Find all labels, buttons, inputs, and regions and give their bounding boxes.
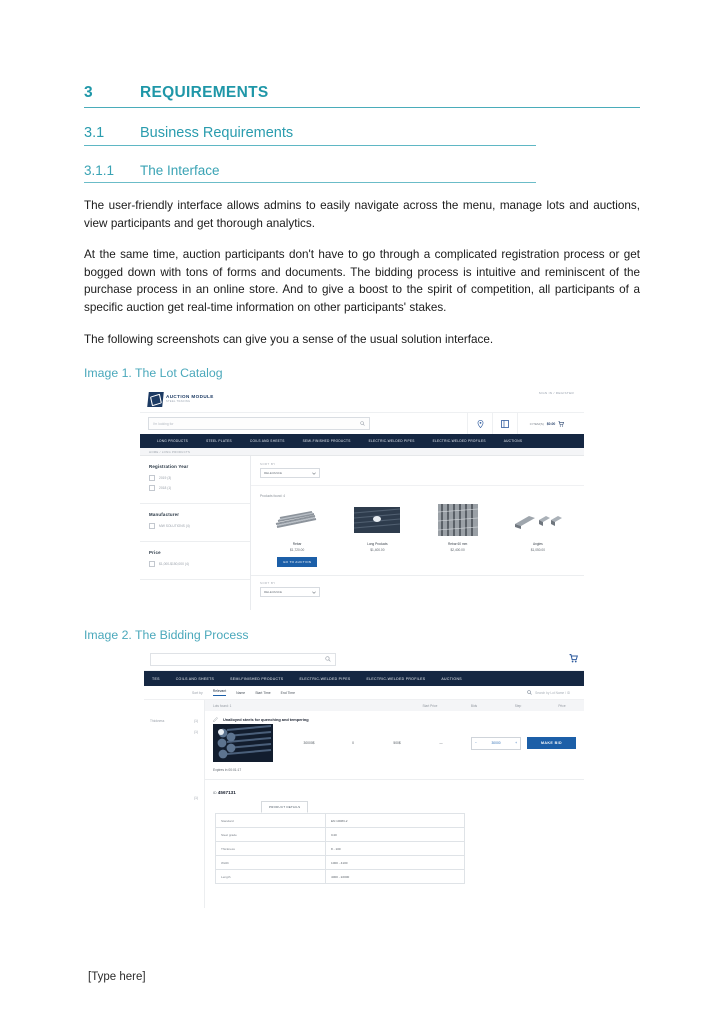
filter-option[interactable] [149,485,241,491]
app2-body [144,700,584,908]
filter-title: Manufacturer [149,512,180,518]
product-thumbnail-rebar-60mm [432,504,484,536]
lots-found-count: Lots found: 1 [213,703,232,708]
heading-3-number: 3.1.1 [84,163,115,178]
filter-option-label: 2019 (3) [159,476,172,481]
detail-key: Width [216,856,326,869]
app1-cart[interactable] [517,413,576,434]
search-icon [527,690,532,695]
heading-2-title: Business Requirements [140,125,294,141]
filter-option[interactable] [150,730,198,734]
paragraph-1: The user-friendly interface allows admins to easily navigate across the menu, manage lots and auctions, view participants and get thorough analytics. [84,199,640,230]
app1-brand-name: AUCTION MODULE [166,394,214,400]
detail-value: 8 - 100 [331,846,341,851]
app2-nav-item[interactable]: SEMI-FINISHED PRODUCTS [230,676,284,681]
lot-search[interactable] [527,690,570,695]
footer-type-here[interactable]: [Type here] [88,971,146,983]
product-card[interactable] [337,502,417,569]
app1-nav-item[interactable]: COILS AND SHEETS [249,439,285,444]
heading-the-interface [84,163,536,183]
image-1-caption: Image 1. The Lot Catalog [84,366,223,381]
app1-brand-tagline: STEEL TRADING [166,399,191,403]
location-pin-icon[interactable] [467,413,492,434]
app2-sort-bar [144,686,584,700]
checkbox-icon[interactable] [149,561,155,567]
product-grid [251,498,584,569]
lot-search-placeholder: Search by Lot Name / ID [535,690,570,695]
sort-tab-relevant[interactable]: Relevant [213,689,226,696]
lot-bids: 0 [352,741,354,746]
chevron-down-icon [312,472,316,475]
lot-row [205,724,584,762]
app2-lot-list [204,700,584,908]
column-header-step: Step [514,703,522,708]
stepper-increment-icon[interactable]: + [515,741,518,746]
app1-navigation [140,434,584,448]
detail-key: Length [216,870,326,883]
detail-key: Thickness [216,842,326,855]
app1-topbar [140,386,584,412]
filter-option-label: $1,000-$150,000 (4) [159,562,189,567]
app2-search-input[interactable] [150,653,336,666]
filter-option[interactable] [149,561,241,567]
make-bid-button[interactable]: MAKE BID [527,737,576,749]
sort-select[interactable] [260,468,320,478]
product-details-table [215,813,465,884]
app1-search-input[interactable] [148,417,370,430]
product-card[interactable] [498,502,578,569]
product-name: Angles [533,542,543,547]
sort-label: SORT BY [260,462,276,467]
filter-option-count: (1) [194,730,198,735]
table-row [216,856,464,870]
lot-id-row [205,779,584,795]
heading-3-title: The Interface [140,163,220,178]
product-thumbnail-rebar [271,504,323,536]
products-found-count: Products found: 4 [251,485,584,498]
app2-nav-item[interactable]: COILS AND SHEETS [175,676,215,681]
heading-1-title: REQUIREMENTS [140,84,269,101]
filter-option-label: 2018 (1) [159,486,172,491]
filter-group-manufacturer [140,504,250,542]
lot-title-row [205,711,584,724]
paragraph-2: At the same time, auction participants don't have to go through a complicated registration process or get bogged down with tons of forms and documents. The bidding process is intuitive and reminiscent of the purchase process in an online store. And to give a boost to the spirit of competition, all participants of a specific auction get real-time information on other participants' stakes. [84,248,640,314]
lot-expires-label: Expires in 00:01:17 [213,768,242,773]
filter-group-registration-year [140,456,250,504]
app1-catalog-main [251,456,584,610]
product-card[interactable] [418,502,498,569]
app2-navigation [144,671,584,686]
detail-value: 1000 - 4100 [331,860,348,865]
bid-amount-value[interactable]: 30000 [491,741,501,746]
table-row [216,814,464,828]
filter-option[interactable] [150,796,198,800]
edit-pencil-icon[interactable] [213,717,218,722]
sort-selected-value-bottom: RELEVANCE [264,590,282,595]
product-price: $1,400.00 [370,548,385,553]
app1-nav-item[interactable]: LONG PRODUCTS [157,439,189,444]
chevron-down-icon [312,591,316,594]
filter-option-count: (1) [194,796,198,801]
paragraph-3: The following screenshots can give you a sense of the usual solution interface. [84,332,494,346]
filter-option[interactable] [149,523,241,529]
app2-nav-item[interactable]: AUCTIONS [441,676,462,681]
app2-filter-sidebar [144,700,204,908]
app1-search-row [140,412,584,434]
shopping-cart-icon[interactable] [569,654,578,663]
details-tabs [205,795,584,813]
heading-business-requirements [84,125,536,146]
filter-option-label: Thickness [150,719,165,724]
product-price: $1,720.00 [290,548,305,553]
app1-breadcrumb: HOME / LONG PRODUCTS [140,448,584,456]
app1-nav-item[interactable]: ELECTRIC-WELDED PIPES [368,439,415,444]
search-icon [325,656,331,662]
app1-nav-item[interactable]: ELECTRIC-WELDED PROFILES [432,439,486,444]
sort-select-bottom[interactable] [260,587,320,597]
detail-value: C40 [331,832,337,837]
product-name: Rebar [292,542,302,547]
product-thumbnail-angles [512,504,564,536]
app1-sort-bar-top [251,456,584,478]
image-2-caption: Image 2. The Bidding Process [84,628,249,643]
heading-requirements [84,84,640,108]
table-row [216,870,464,884]
sort-tab-end-time[interactable]: End Time [280,690,295,695]
filter-title: Price [149,550,161,556]
lot-price: — [439,741,443,746]
table-row [216,828,464,842]
app1-cart-items: 0 ITEM(S) [529,421,544,426]
app1-header-icons [467,413,576,434]
stepper-decrement-icon[interactable]: − [475,741,477,746]
checkbox-icon[interactable] [149,523,155,529]
checkbox-icon[interactable] [149,475,155,481]
product-card[interactable] [257,502,337,569]
heading-2-number: 3.1 [84,125,105,141]
app1-nav-item[interactable]: SEMI-FINISHED PRODUCTS [302,439,351,444]
product-price: $1,050.00 [530,548,545,553]
table-row [216,842,464,856]
app1-body [140,456,584,610]
tab-product-details[interactable]: PRODUCT DETAILS [261,801,308,813]
app1-signin-link[interactable]: SIGN IN / REGISTER [538,391,574,396]
lot-id-label: ID [213,791,217,796]
document-content [84,84,640,908]
go-to-auction-button[interactable]: GO TO AUCTION [277,557,317,567]
product-thumbnail-long-products [351,504,403,536]
sort-label-bottom: SORT BY [260,581,276,586]
detail-key: Standard [216,814,326,827]
auction-module-logo-icon [147,392,164,407]
filter-title: Registration Year [149,464,189,470]
heading-1-number: 3 [84,84,93,101]
app2-nav-item[interactable]: ELECTRIC-WELDED PROFILES [366,676,426,681]
filter-option[interactable] [149,475,241,481]
lot-step: 500$ [393,741,401,746]
app1-cart-total: $0.00 [546,421,556,426]
sort-selected-value: RELEVANCE [264,471,282,476]
shopping-cart-icon [558,421,564,427]
lot-id-value: 4567131 [217,790,236,796]
app1-sort-bar-bottom [251,575,584,602]
lot-title: Unalloyed steels for quenching and tempering [223,717,309,723]
lot-values [287,741,463,745]
filter-group-price [140,542,250,580]
app2-nav-item[interactable]: TES [152,676,160,681]
detail-value: 4000 - 22000 [331,874,350,879]
checkbox-icon[interactable] [149,485,155,491]
sort-tab-name[interactable]: Name [236,690,246,695]
column-header-bids: Bids [470,703,478,708]
search-icon [360,421,365,426]
screenshot-bidding-process [144,648,584,908]
filter-option-label: MW SOLUTIONS (4) [159,524,190,529]
column-header-start-price: Start Price [422,703,438,708]
product-name: Long Products [367,542,388,547]
product-price: $2,400.00 [450,548,465,553]
column-header-price: Price [558,703,566,708]
screenshot-lot-catalog [140,386,584,610]
app1-nav-item[interactable]: AUCTIONS [503,439,523,444]
bid-amount-stepper[interactable] [471,737,521,750]
app1-filter-sidebar [140,456,251,610]
filter-option[interactable] [150,719,198,723]
app2-search-row [144,648,584,671]
lot-thumbnail [213,724,273,762]
lot-start-price: 30000$ [303,741,315,746]
catalog-panel-icon[interactable] [492,413,517,434]
detail-value: EN 10083-2 [331,818,348,823]
sort-tab-start-time[interactable]: Start Time [255,690,271,695]
filter-option-count: (1) [194,719,198,724]
app1-nav-item[interactable]: STEEL PLATES [206,439,232,444]
lot-list-header [205,700,584,711]
app1-search-placeholder: I'm looking for [153,421,174,426]
app2-nav-item[interactable]: ELECTRIC-WELDED PIPES [299,676,351,681]
app1-logo[interactable] [148,392,214,407]
product-name: Rebar 60 mm [447,542,468,547]
sort-label: Sort by [192,690,203,695]
detail-key: Steel grade [216,828,326,841]
